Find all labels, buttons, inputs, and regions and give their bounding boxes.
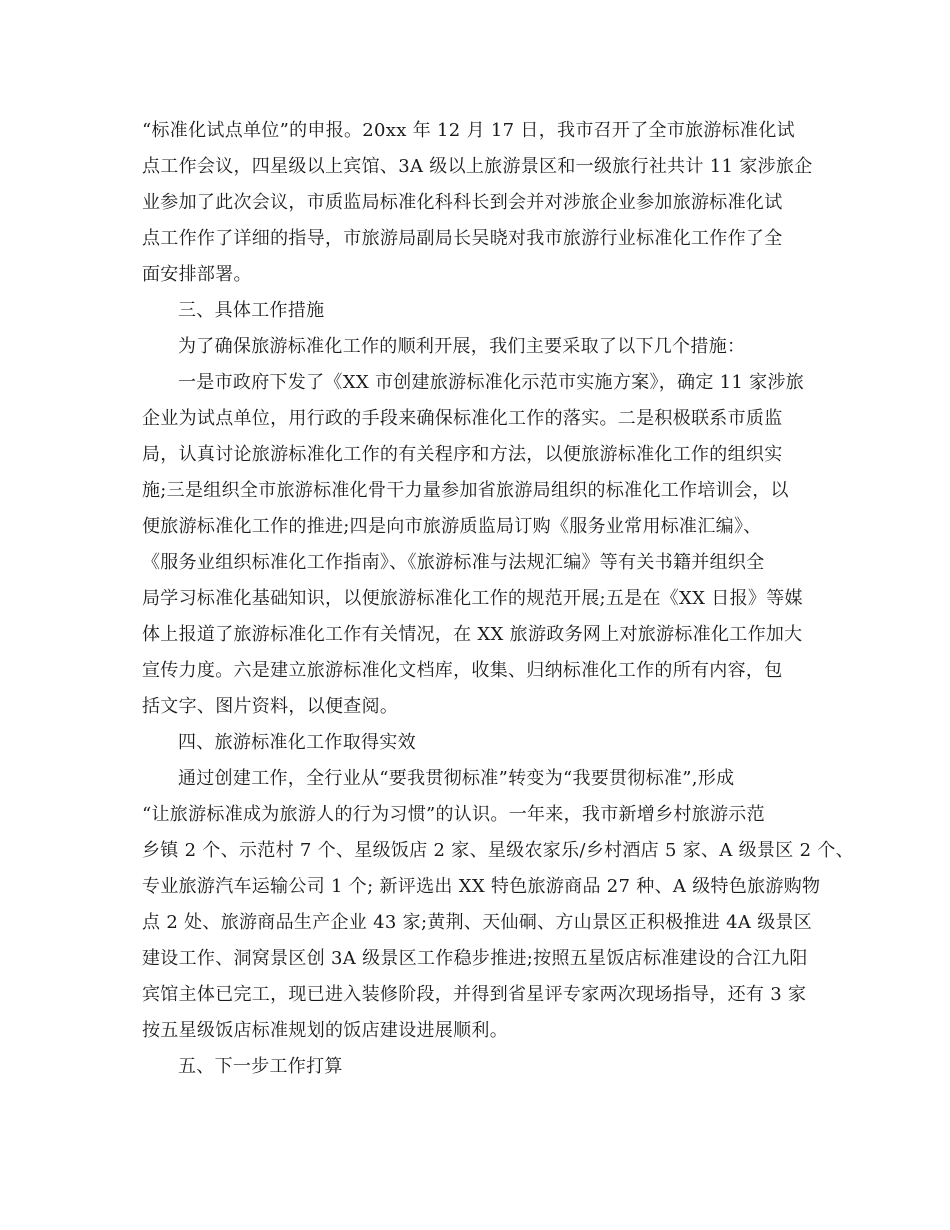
text-line: 乡镇 2 个、示范村 7 个、星级饭店 2 家、星级农家乐/乡村酒店 5 家、A 级景区 2 个、 xyxy=(142,840,854,861)
text-line: 业参加了此次会议，市质监局标准化科科长到会并对涉旅企业参加旅游标准化试 xyxy=(142,192,783,213)
section-heading: 四、旅游标准化工作取得实效 xyxy=(178,732,416,753)
text-line: 通过创建工作，全行业从“要我贯彻标准”转变为“我要贯彻标准”,形成 xyxy=(178,768,735,789)
text-line: 建设工作、洞窝景区创 3A 级景区工作稳步推进;按照五星饭店标准建设的合江九阳 xyxy=(142,948,808,969)
section-heading: 三、具体工作措施 xyxy=(178,300,325,321)
text-line: 便旅游标准化工作的推进;四是向市旅游质监局订购《服务业常用标准汇编》、 xyxy=(142,516,762,537)
text-line: 一是市政府下发了《XX 市创建旅游标准化示范市实施方案》，确定 11 家涉旅 xyxy=(178,372,805,393)
text-line: 点 2 处、旅游商品生产企业 43 家;黄荆、天仙硐、方山景区正积极推进 4A 级景区 xyxy=(142,912,813,933)
text-line: 《服务业组织标准化工作指南》、《旅游标准与法规汇编》等有关书籍并组织全 xyxy=(142,552,765,573)
text-line: 面安排部署。 xyxy=(142,264,252,285)
text-line: 按五星级饭店标准规划的饭店建设进展顺利。 xyxy=(142,1020,508,1041)
text-line: “标准化试点单位”的申报。20xx 年 12 月 17 日，我市召开了全市旅游标准化试 xyxy=(142,120,795,141)
text-line: 点工作作了详细的指导，市旅游局副局长吴晓对我市旅游行业标准化工作作了全 xyxy=(142,228,783,249)
section-heading: 五、下一步工作打算 xyxy=(178,1056,343,1077)
text-line: 括文字、图片资料，以便查阅。 xyxy=(142,696,399,717)
text-line: 宾馆主体已完工，现已进入装修阶段，并得到省星评专家两次现场指导，还有 3 家 xyxy=(142,984,807,1005)
text-line: 施;三是组织全市旅游标准化骨干力量参加省旅游局组织的标准化工作培训会，以 xyxy=(142,480,789,501)
text-line: 局，认真讨论旅游标准化工作的有关程序和方法，以便旅游标准化工作的组织实 xyxy=(142,444,783,465)
text-line: 企业为试点单位，用行政的手段来确保标准化工作的落实。二是积极联系市质监 xyxy=(142,408,783,429)
text-line: “让旅游标准成为旅游人的行为习惯”的认识。一年来，我市新增乡村旅游示范 xyxy=(142,804,765,825)
text-line: 体上报道了旅游标准化工作有关情况，在 XX 旅游政务网上对旅游标准化工作加大 xyxy=(142,624,803,645)
text-line: 宣传力度。六是建立旅游标准化文档库，收集、归纳标准化工作的所有内容，包 xyxy=(142,660,783,681)
text-line: 点工作会议，四星级以上宾馆、3A 级以上旅游景区和一级旅行社共计 11 家涉旅企 xyxy=(142,156,813,177)
text-line: 专业旅游汽车运输公司 1 个; 新评选出 XX 特色旅游商品 27 种、A 级特色旅游购物 xyxy=(142,876,821,897)
text-line: 局学习标准化基础知识，以便旅游标准化工作的规范开展;五是在《XX 日报》等媒 xyxy=(142,588,803,609)
text-line: 为了确保旅游标准化工作的顺利开展，我们主要采取了以下几个措施： xyxy=(178,336,746,357)
